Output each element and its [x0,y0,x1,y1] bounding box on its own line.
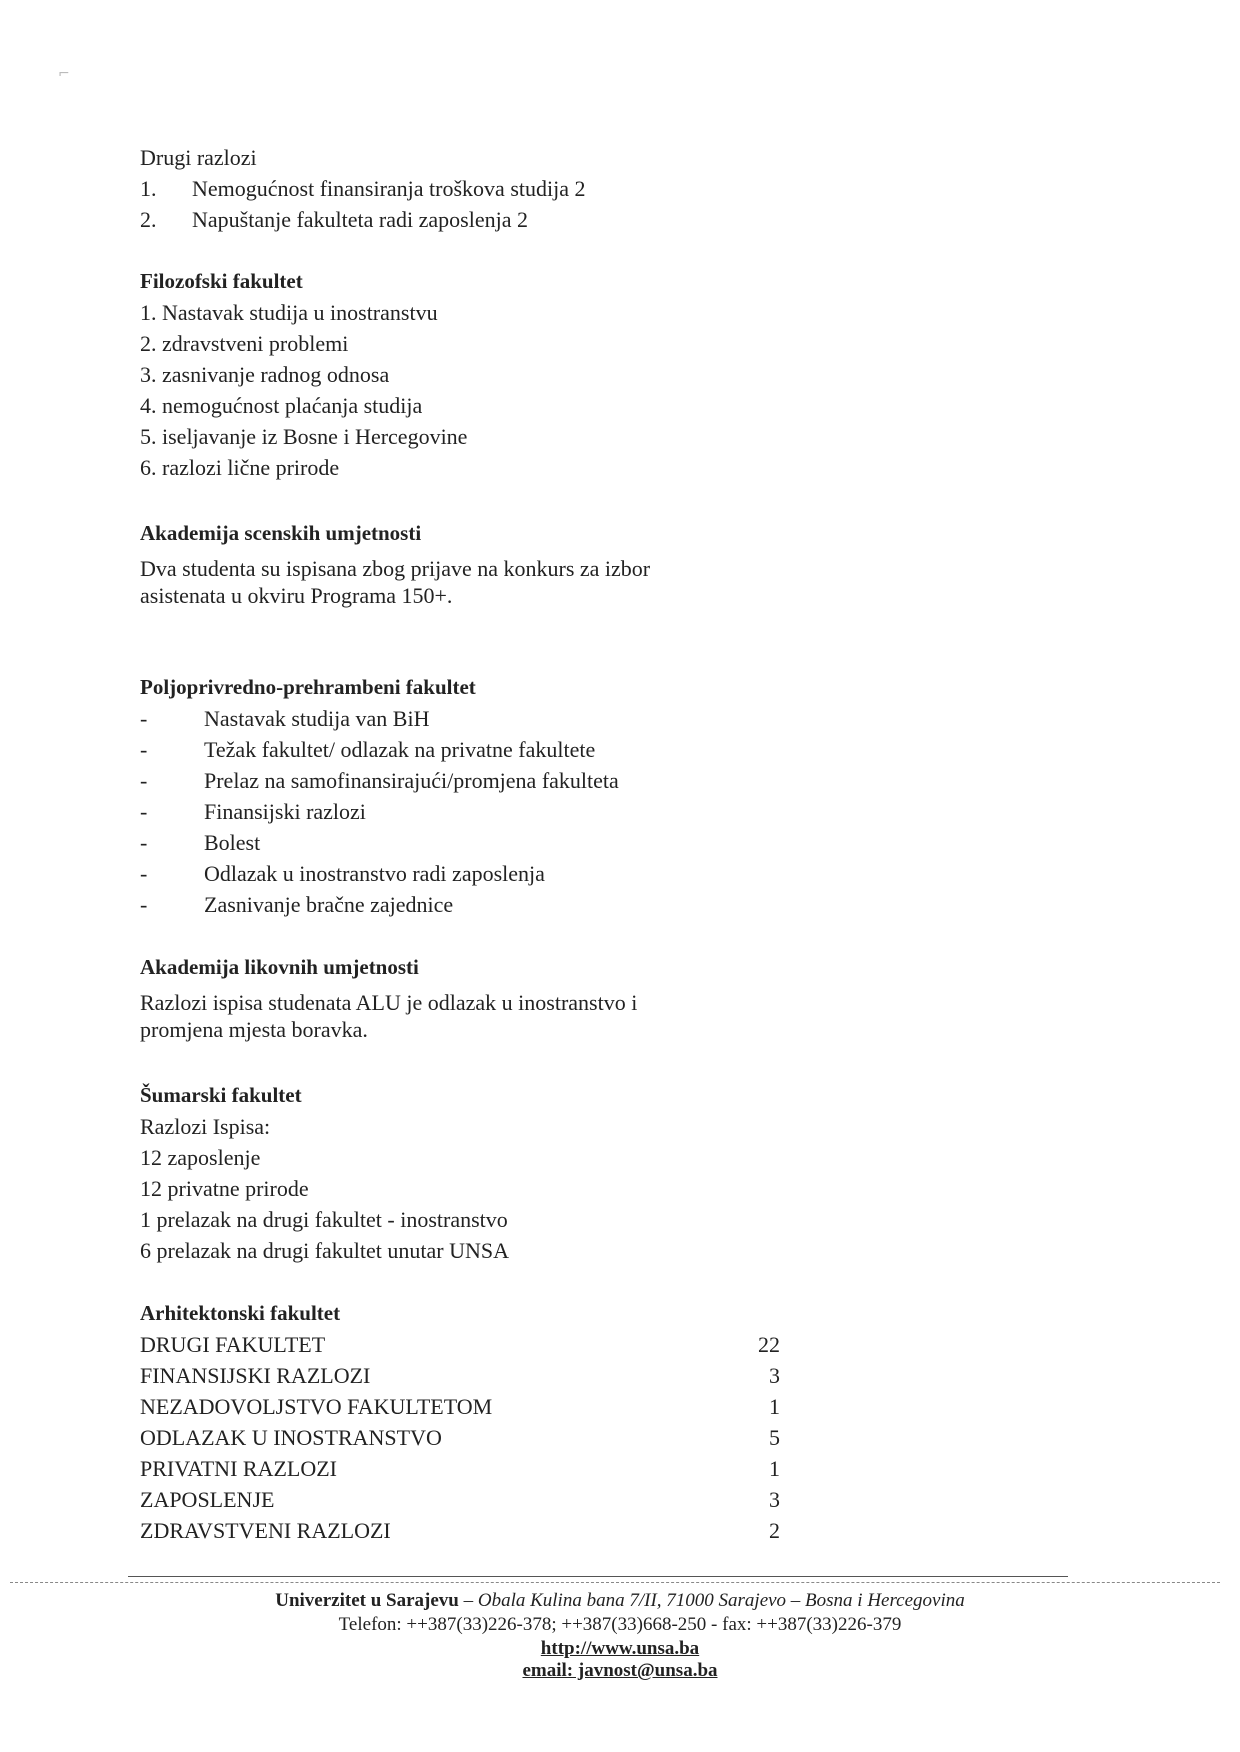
section-heading: Šumarski fakultet [140,1083,302,1107]
section-heading: Akademija scenskih umjetnosti [140,521,422,545]
list-item: - Težak fakultet/ odlazak na privatne fakultete [140,737,596,762]
paragraph-line: asistenata u okviru Programa 150+. [140,583,453,608]
list-item: 1. Nastavak studija u inostranstvu [140,300,438,325]
row-value: 1 [769,1456,780,1481]
row-label: PRIVATNI RAZLOZI [140,1456,337,1481]
table-row [140,1391,780,1422]
section-asu [140,518,840,609]
list-item: 6. razlozi lične prirode [140,455,340,480]
row-label: DRUGI FAKULTET [140,1332,326,1357]
footer-email-line [0,1660,1240,1682]
row-label: ZAPOSLENJE [140,1487,275,1512]
section-heading: Arhitektonski fakultet [140,1301,341,1325]
paragraph-line: Dva studenta su ispisana zbog prijave na konkurs za izbor [140,556,651,581]
list-item: 5. iseljavanje iz Bosne i Hercegovine [140,424,468,449]
row-label: ZDRAVSTVENI RAZLOZI [140,1518,391,1543]
table-row [140,1453,780,1484]
footer-address-line [0,1590,1240,1612]
table-row [140,1422,780,1453]
row-value: 5 [769,1425,780,1450]
paragraph-line: promjena mjesta boravka. [140,1017,368,1042]
row-label: FINANSIJSKI RAZLOZI [140,1363,371,1388]
row-value: 3 [769,1487,780,1512]
row-label: NEZADOVOLJSTVO FAKULTETOM [140,1394,493,1419]
section-alu [140,952,840,1043]
list-item: 1. Nemogućnost finansiranja troškova studija 2 [140,176,586,201]
section-drugi-razlozi [140,142,840,235]
list-item: - Zasnivanje bračne zajednice [140,892,454,917]
row-value: 22 [758,1332,780,1357]
section-heading: Akademija likovnih umjetnosti [140,955,419,979]
table-row [140,1329,780,1360]
scan-artifact: ⌐ [58,66,70,82]
footer-web-line [0,1638,1240,1660]
list-item: 6 prelazak na drugi fakultet unutar UNSA [140,1238,509,1263]
footer-divider-dashed [10,1582,1220,1583]
footer-phone: Telefon: ++387(33)226-378; ++387(33)668-250 - fax: ++387(33)226-379 [338,1614,902,1635]
footer-address: – Obala Kulina bana 7/II, 71000 Sarajevo – Bosna i Hercegovina [458,1590,965,1611]
list-item: 12 zaposlenje [140,1145,261,1170]
list-item: 1 prelazak na drugi fakultet - inostranstvo [140,1207,508,1232]
list-item: 3. zasnivanje radnog odnosa [140,362,390,387]
section-heading: Filozofski fakultet [140,269,303,293]
reasons-table [140,1329,840,1546]
list-item: Razlozi Ispisa: [140,1114,271,1139]
footer-email-link[interactable]: email: javnost@unsa.ba [522,1660,718,1681]
footer-institution: Univerzitet u Sarajevu [275,1590,459,1611]
list-item: - Bolest [140,830,261,855]
list-item: 2. zdravstveni problemi [140,331,349,356]
list-item: - Finansijski razlozi [140,799,366,824]
list-item: - Nastavak studija van BiH [140,706,430,731]
list-item: 12 privatne prirode [140,1176,309,1201]
section-arhitektonski [140,1298,840,1546]
row-value: 1 [769,1394,780,1419]
footer-divider [128,1576,1068,1577]
row-value: 2 [769,1518,780,1543]
list-item: 2. Napuštanje fakulteta radi zaposlenja 2 [140,207,528,232]
list-item: - Prelaz na samofinansirajući/promjena fakulteta [140,768,619,793]
row-value: 3 [769,1363,780,1388]
paragraph-line: Razlozi ispisa studenata ALU je odlazak u inostranstvo i [140,990,638,1015]
row-label: ODLAZAK U INOSTRANSTVO [140,1425,442,1450]
list-item: - Odlazak u inostranstvo radi zaposlenja [140,861,545,886]
list-item: 4. nemogućnost plaćanja studija [140,393,423,418]
section-poljoprivredni [140,672,840,920]
table-row [140,1360,780,1391]
section-heading: Poljoprivredno-prehrambeni fakultet [140,675,476,699]
section-title: Drugi razlozi [140,145,257,170]
table-row [140,1484,780,1515]
table-row [140,1515,780,1546]
section-sumarski [140,1080,840,1266]
footer-web-link[interactable]: http://www.unsa.ba [540,1638,700,1659]
section-filozofski [140,266,840,483]
